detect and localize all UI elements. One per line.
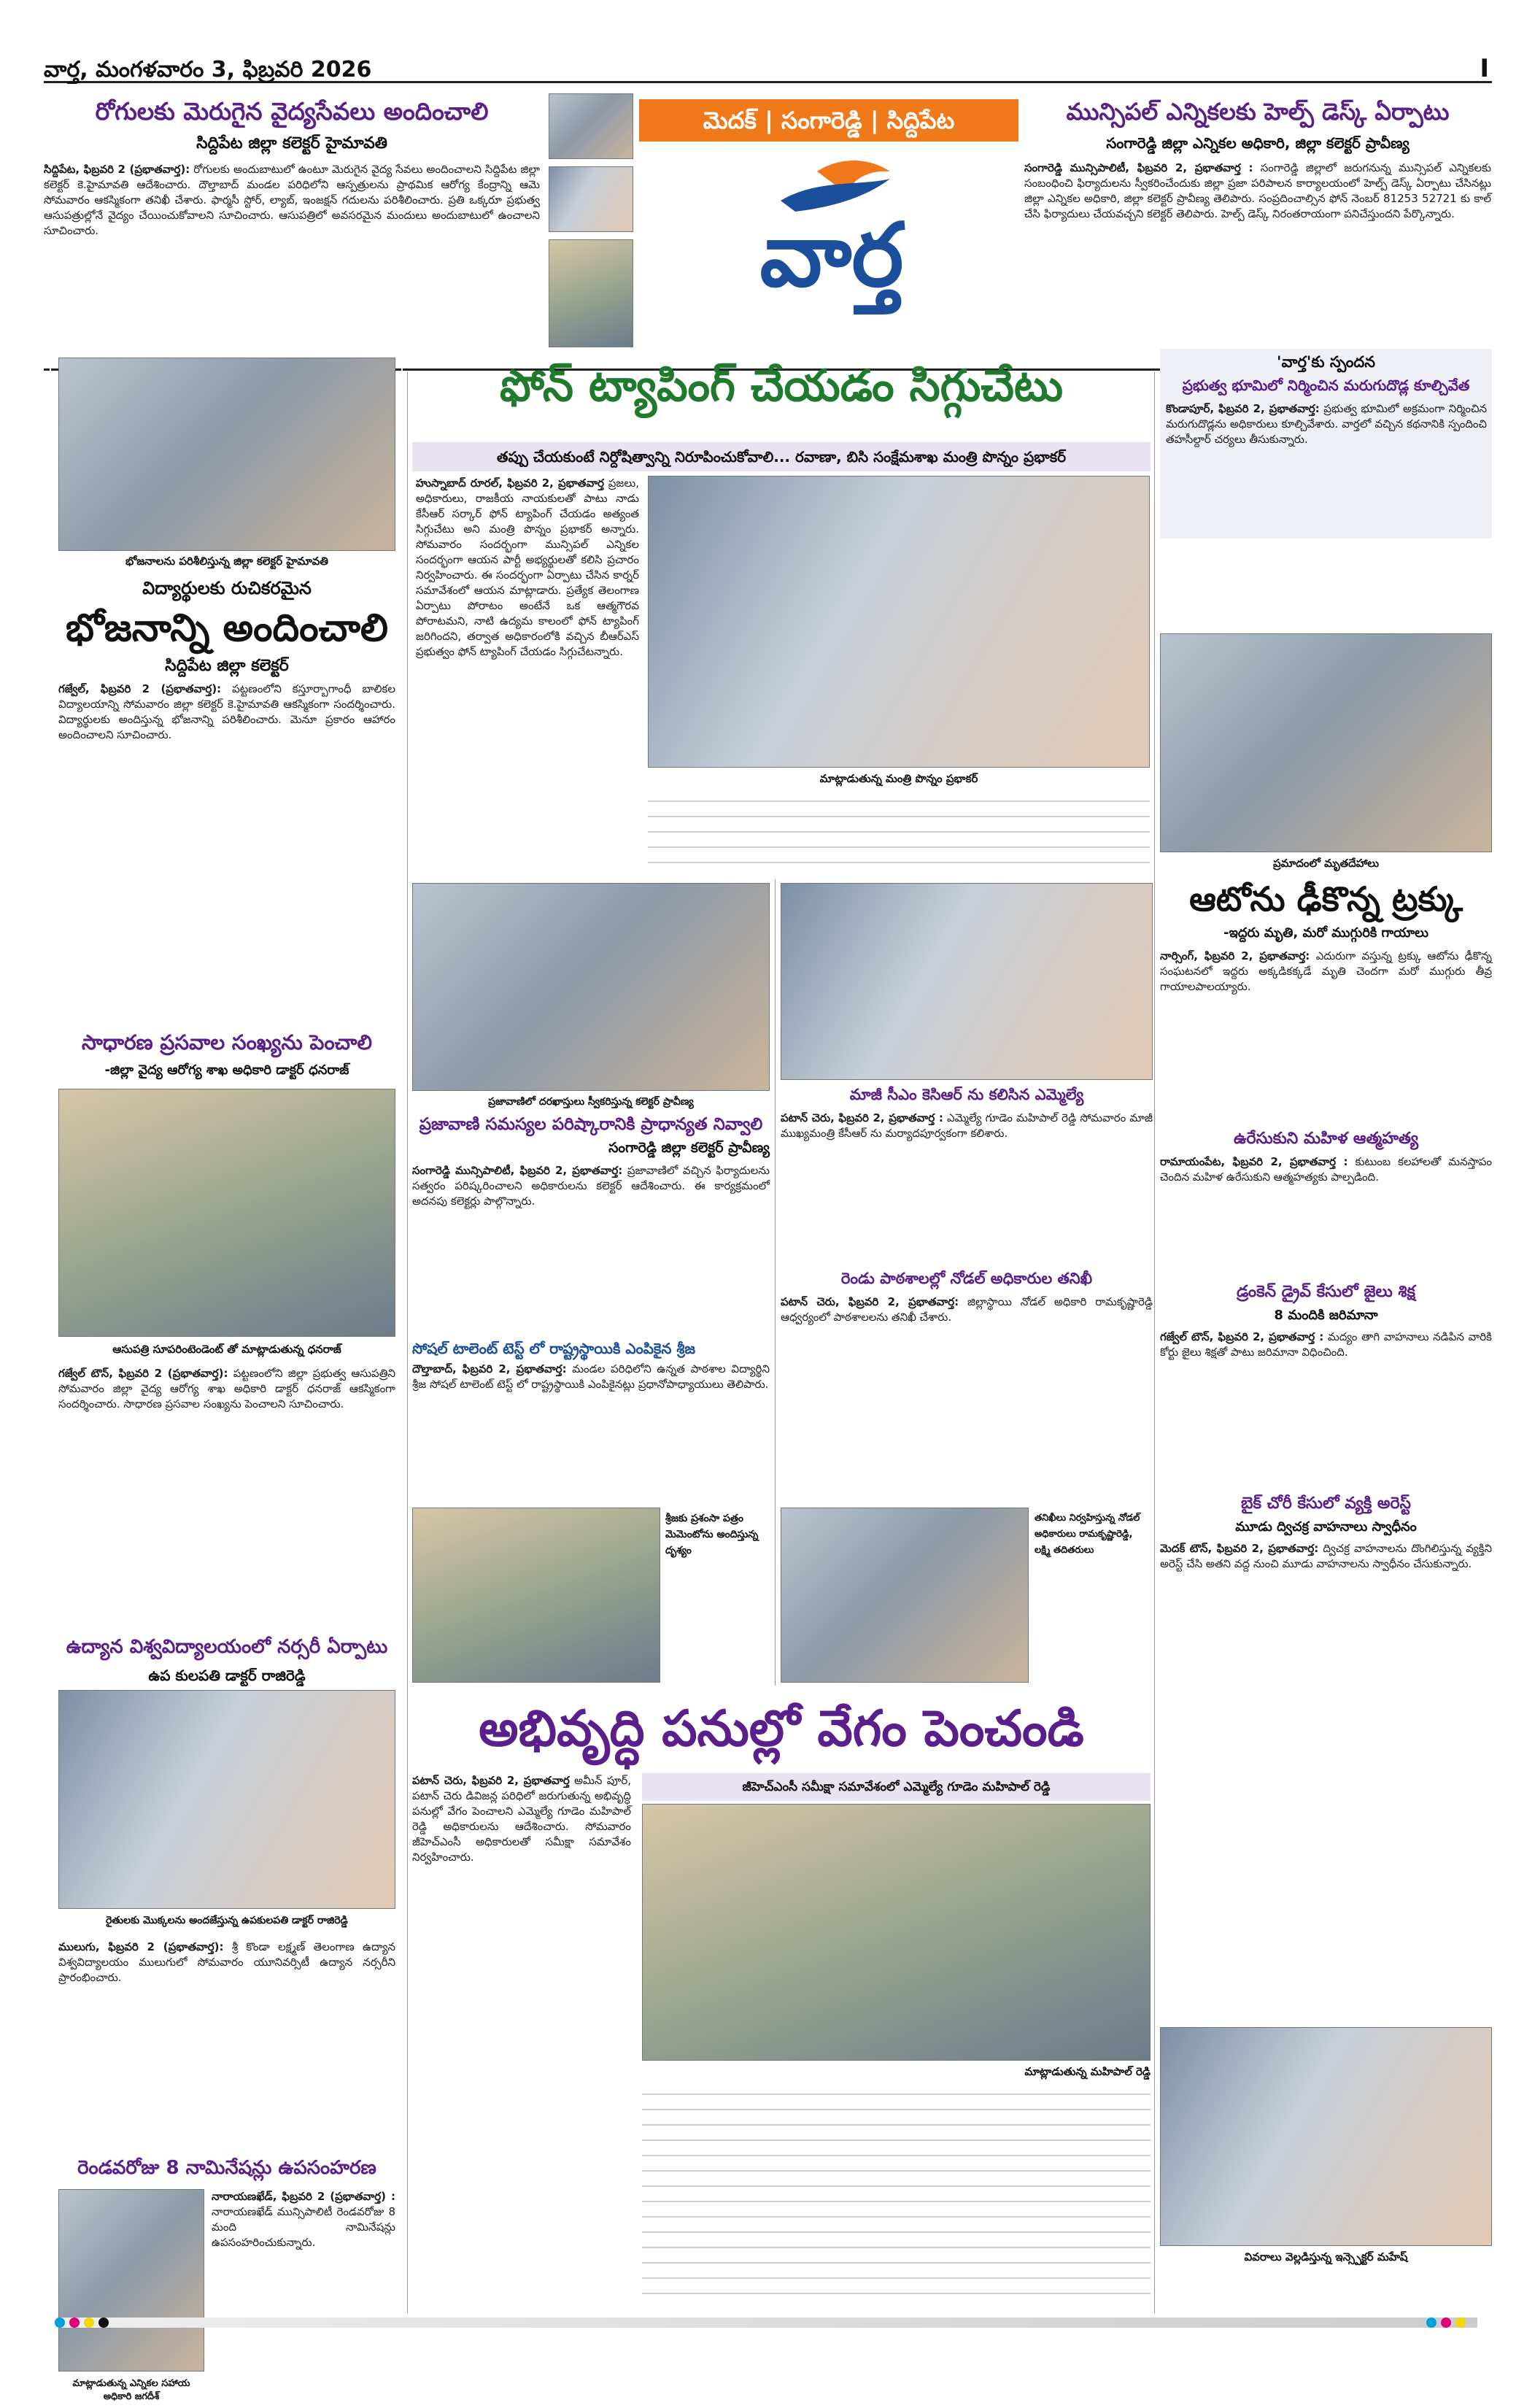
lead-dateline: హుస్నాబాద్ రూరల్, ఫిబ్రవరి 2, ప్రభాతవార్త (416, 476, 605, 490)
landmark-photo (549, 166, 633, 232)
story-body-4 (212, 2189, 395, 2408)
dev-photo (642, 1804, 1151, 2061)
story-top-right (1024, 95, 1491, 365)
story-dateline-4: నారాయణఖేడ్, ఫిబ్రవరి 2 (ప్రభాతవార్త) : (212, 2190, 395, 2203)
prajavani-text: ప్రజావాణిలో వచ్చిన ఫిర్యాదులను సత్వరం పరిష్కరించాలని అధికారులను కలెక్టర్ ఆదేశించారు. ఈ కార్యక్రమంలో అదనపు కలెక్టర్లు పాల్గొన్నారు. (412, 1164, 770, 1208)
lead-continuation (648, 794, 1150, 876)
photo-caption-4: మాట్లాడుతున్న ఎన్నికల సహాయ అధికారి జగదీశ్ (72, 2378, 190, 2402)
subhead: సంగారెడ్డి జిల్లా ఎన్నికల అధికారి, జిల్లా కలెక్టర్ ప్రావీణ్య (1106, 134, 1410, 152)
subhead: సిద్దిపేట జిల్లా కలెక్టర్ హైమావతి (196, 134, 387, 153)
color-dot (55, 2318, 65, 2328)
subhead-2: -జిల్లా వైద్య ఆరోగ్య శాఖ అధికారి డాక్టర్ ధనరాజ్ (104, 1062, 349, 1078)
truck-subhead: -ఇద్దరు మృతి, మరో ముగ్గురికి గాయాలు (1223, 925, 1429, 941)
kicker: 'వార్త'కు స్పందన (1277, 353, 1375, 371)
story-text-4: నారాయణఖేడ్ మున్సిపాలిటీ రెండవరోజు 8 మంది నామినేషన్లు ఉపసంహరించుకున్నారు. (212, 2205, 395, 2249)
photo-caption: భోజనాలను పరిశీలిస్తున్న జిల్లా కలెక్టర్ హైమావతి (125, 555, 329, 568)
photo-caption-3: రైతులకు మొక్కలను అందజేస్తున్న ఉపకులపతి డాక్టర్ రాజిరెడ్డి (106, 1915, 348, 1926)
truck-headline: ఆటోను ఢీకొన్న ట్రక్కు (1189, 879, 1463, 919)
response-box (1160, 349, 1492, 539)
bike-dateline: మెదక్ టౌన్, ఫిబ్రవరి 2, ప్రభాతవార్త: (1160, 1542, 1319, 1555)
masthead-bar (44, 53, 1492, 83)
suicide-text: కుటుంబ కలహాలతో మనస్తాపం చెందిన మహిళ ఉరేసుకుని ఆత్మహత్యకు పాల్పడింది. (1160, 1155, 1492, 1184)
bike-text: ద్విచక్ర వాహనాలను దొంగిలిస్తున్న వ్యక్తిని అరెస్ట్ చేసి అతని వద్ద నుంచి మూడు వాహనాలను స్వాధీనం చేసుకున్నారు. (1160, 1542, 1492, 1570)
lead-headline: ఫోన్ ట్యాపింగ్ చేయడం సిగ్గుచేటు (499, 360, 1064, 412)
nodal-text: జిల్లాస్థాయి నోడల్ అధికారి రామకృష్ణారెడ్డి ఆధ్వర్యంలో పాఠశాలలను తనిఖీ చేశారు. (781, 1295, 1153, 1324)
lead-body (416, 476, 639, 884)
lead-subhead: తప్పు చేయకుంటే నిర్దోషిత్వాన్ని నిరూపించుకోవాలి... రవాణా, బిసి సంక్షేమశాఖ మంత్రి పొన్నం ప్రభాకర్ (412, 442, 1151, 471)
subhead: సిద్దిపేట జిల్లా కలెక్టర్ (165, 657, 289, 675)
talent-headline: సోషల్ టాలెంట్ టెస్ట్ లో రాష్ట్రస్థాయికి ఎంపికైన శ్రీజ (412, 1340, 695, 1357)
bike-headline: బైక్ చోరీ కేసులో వ్యక్తి అరెస్ట్ (1240, 1494, 1411, 1513)
meal-photo (58, 358, 395, 551)
color-dot (69, 2318, 80, 2328)
color-dot (1441, 2318, 1451, 2328)
kcr-dateline: పటాన్ చెరు, ఫిబ్రవరి 2, ప్రభాతవార్త : (781, 1111, 943, 1124)
prajavani-caption: ప్రజావాణిలో దరఖాస్తులు స్వీకరిస్తున్న కలెక్టర్ ప్రావీణ్య (488, 1096, 694, 1108)
accident-caption: ప్రమాదంలో మృతదేహాలు (1272, 857, 1380, 870)
nodal-dateline: పటాన్ చెరు, ఫిబ్రవరి 2, ప్రభాతవార్త: (781, 1295, 959, 1308)
dev-text: అమీన్ పూర్, పటాన్ చెరు డివిజన్ల పరిధిలో జరుగుతున్న అభివృద్ధి పనుల్లో వేగం పెంచాలని ఎమ్మెల్యే గూడెం మహిపాల్ రెడ్డి అధికారులను ఆదేశించారు. సోమవారం జీహెచ్ఎంసీ అధికారులతో సమీక్షా సమావేశం నిర్వహించారు. (412, 1774, 631, 1864)
color-dot (98, 2318, 109, 2328)
story-text: ప్రభుత్వ భూమిలో అక్రమంగా నిర్మించిన మరుగుదొడ్లను అధికారులు కూల్చివేశారు. వార్తలో వచ్చిన కథనానికి స్పందించి తహసీల్దార్ చర్యలు తీసుకున్నారు. (1166, 402, 1487, 446)
story-body (58, 682, 395, 1024)
page-marker: I (1480, 54, 1489, 83)
suicide-body (1160, 1154, 1492, 1271)
accident-photo (1160, 633, 1492, 852)
talent-photo (412, 1508, 660, 1683)
bike-subhead: మూడు ద్విచక్ర వాహనాలు స్వాధీనం (1235, 1519, 1417, 1535)
story-body-3 (58, 1940, 395, 2151)
clocktower-photo (549, 239, 633, 347)
dev-photo-header: జీహెచ్ఎంసీ సమీక్షా సమావేశంలో ఎమ్మెల్యే గూడెం మహిపాల్ రెడ్డి (642, 1773, 1151, 1801)
officer-photo (58, 2189, 204, 2372)
kcr-headline: మాజీ సీఎం కెసిఆర్ ను కలిసిన ఎమ్మెల్యే (849, 1086, 1084, 1103)
story-dateline: కొండాపూర్, ఫిబ్రవరి 2, ప్రభాతవార్త: (1166, 402, 1320, 415)
photo-caption-2: ఆసుపత్రి సూపరింటెండెంట్ తో మాట్లాడుతున్న ధనరాజ్ (112, 1343, 341, 1356)
prajavani-photo (412, 883, 770, 1091)
story-text: రోగులకు అందుబాటులో ఉంటూ మెరుగైన వైద్య సేవలు అందించాలని సిద్దిపేట జిల్లా కలెక్టర్ కె.హైమావతి ఆదేశించారు. దౌల్తాబాద్ మండల పరిధిలోని ఆస్పత్రులను ప్రాథమిక ఆరోగ్య కేంద్రాన్ని ఆమె సోమవారం ఆకస్మికంగా తనిఖీ చేశారు. ఫార్మసీ స్టోర్, ల్యాబ్, ఇంజక్షన్ గదులను పరిశీలించారు. ప్రతి ఒక్కరూ ప్రభుత్వ ఆసుపత్రుల్లోనే వైద్యం చేయించుకోవాలని సూచించారు. ఆసుపత్రిలో అవసరమైన మందులు అందుబాటులో ఉంచాలని సూచించారు. (44, 163, 540, 237)
nursery-photo (58, 1690, 395, 1909)
drunk-headline: డ్రంకెన్ డ్రైవ్ కేసులో జైలు శిక్ష (1236, 1283, 1415, 1301)
masthead-photos (549, 93, 633, 347)
dev-dateline: పటాన్ చెరు, ఫిబ్రవరి 2, ప్రభాతవార్త (412, 1774, 570, 1787)
story-body (44, 162, 540, 352)
dev-headline: అభివృద్ధి పనుల్లో వేగం పెంచండి (479, 1700, 1084, 1758)
story-body-2 (58, 1366, 395, 1629)
headline: ప్రభుత్వ భూమిలో నిర్మించిన మరుగుదొడ్ల కూల్చివేత (1182, 377, 1470, 394)
dev-photo-caption: మాట్లాడుతున్న మహిపాల్ రెడ్డి (1024, 2065, 1151, 2078)
section-band: మెదక్ | సంగారెడ్డి | సిద్దిపేట (639, 99, 1018, 142)
color-dot (1426, 2318, 1437, 2328)
prajavani-dateline: సంగారెడ్డి మున్సిపాలిటీ, ఫిబ్రవరి 2, ప్రభాతవార్త: (412, 1164, 623, 1177)
logo (671, 150, 992, 332)
story-dateline: గజ్వేల్, ఫిబ్రవరి 2 (ప్రభాతవార్త): (58, 682, 222, 695)
police-caption: వివరాలు వెల్లడిస్తున్న ఇన్స్పెక్టర్ మహేష్ (1244, 2250, 1408, 2264)
story-text: సంగారెడ్డి జిల్లాలో జరుగనున్న మున్సిపల్ ఎన్నికలకు సంబంధించి ఫిర్యాదులను స్వీకరించేందుకు జిల్లా ప్రజా పరిపాలన కార్యాలయంలో హెల్ప్ డెస్క్ ఏర్పాటు చేసినట్లు జిల్లా ఎన్నికల అధికారి, జిల్లా కలెక్టర్ ప్రావీణ్య తెలిపారు. సంప్రదించాల్సిన ఫోన్ నెంబర్ 81253 52721 కు కాల్ చేసి ఫిర్యాదులు చేయవచ్చని కలెక్టర్ తెలిపారు. హెల్ప్ డెస్క్ నిరంతరాయంగా పనిచేస్తుందని పేర్కొన్నారు. (1024, 161, 1491, 220)
logo-text: వార్త (759, 204, 904, 306)
registration-bar (55, 2318, 1477, 2328)
bike-body (1160, 1541, 1492, 1775)
story-text: పట్టణంలోని కస్తూర్బాగాంధీ బాలికల విద్యాలయాన్ని సోమవారం జిల్లా కలెక్టర్ కె.హైమావతి ఆకస్మికంగా సందర్శించారు. విద్యార్థులకు అందిస్తున్న భోజనాన్ని పరిశీలించారు. మెనూ ప్రకారం ఆహారం అందించాలని సూచించారు. (58, 682, 395, 741)
headline: రోగులకు మెరుగైన వైద్యసేవలు అందించాలి (95, 97, 489, 126)
lead-photo (648, 476, 1150, 768)
drunk-text: మద్యం తాగి వాహనాలు నడిపిన వారికి కోర్టు జైలు శిక్షతో పాటు జరిమానా విధించింది. (1160, 1330, 1492, 1359)
column-rule (1154, 372, 1155, 2313)
nodal-caption: తనిఖీలు నిర్వహిస్తున్న నోడల్ అధికారులు రామకృష్ణారెడ్డి, లక్ష్మి తదితరులు (1035, 1513, 1140, 1556)
story-body (1166, 401, 1487, 533)
headline-4: రెండవరోజు 8 నామినేషన్లు ఉపసంహరణ (77, 2157, 376, 2179)
story-text-2: పట్టణంలోని జిల్లా ప్రభుత్వ ఆసుపత్రిని సోమవారం జిల్లా వైద్య ఆరోగ్య శాఖ అధికారి డాక్టర్ ధనరాజ్ ఆకస్మికంగా సందర్శించారు. సాధారణ ప్రసవాల సంఖ్యను పెంచాలని సూచించారు. (58, 1367, 395, 1411)
kcr-text: ఎమ్మెల్యే గూడెం మహిపాల్ రెడ్డి సోమవారం మాజీ ముఖ్యమంత్రి కేసీఆర్ ను మర్యాదపూర్వకంగా కలిశారు. (781, 1111, 1153, 1140)
talent-text: మండల పరిధిలోని ఉన్నత పాఠశాల విద్యార్థిని శ్రీజ సోషల్ టాలెంట్ టెస్ట్ లో రాష్ట్రస్థాయికి ఎంపికైనట్లు ప్రధానోపాధ్యాయులు తెలిపారు. (412, 1362, 770, 1391)
story-dateline: సంగారెడ్డి మున్సిపాలిటీ, ఫిబ్రవరి 2, ప్రభాతవార్త : (1024, 161, 1253, 174)
truck-text: ఎదురుగా వస్తున్న ట్రక్కు ఆటోను ఢీకొన్న సంఘటనలో ఇద్దరు అక్కడికక్కడే మృతి చెందగా మరో ముగ్గురు తీవ్ర గాయాలపాలయ్యారు. (1160, 949, 1492, 993)
suicide-headline: ఉరేసుకుని మహిళ ఆత్మహత్య (1233, 1130, 1419, 1148)
drunk-dateline: గజ్వేల్ టౌన్, ఫిబ్రవరి 2, ప్రభాతవార్త : (1160, 1330, 1324, 1343)
prajavani-subhead: సంగారెడ్డి జిల్లా కలెక్టర్ ప్రావీణ్య (608, 1140, 770, 1156)
story-body (1024, 161, 1491, 350)
nodal-headline: రెండు పాఠశాలల్లో నోడల్ అధికారుల తనిఖీ (840, 1270, 1093, 1287)
nodal-photo (781, 1508, 1029, 1683)
lead-photo-caption: మాట్లాడుతున్న మంత్రి పొన్నం ప్రభాకర్ (819, 772, 978, 785)
subhead-3: ఉప కులపతి డాక్టర్ రాజిరెడ్డి (148, 1667, 306, 1684)
temple-photo (549, 93, 633, 159)
drunk-body (1160, 1330, 1492, 1475)
prajavani-headline: ప్రజావాణి సమస్యల పరిష్కారానికి ప్రాధాన్యత నివ్వాలి (419, 1115, 763, 1134)
hospital-photo (58, 1089, 395, 1337)
talent-dateline: దౌల్తాబాద్, ఫిబ్రవరి 2, ప్రభాతవార్త: (412, 1362, 567, 1375)
headline: భోజనాన్ని అందించాలి (65, 606, 389, 650)
story-text-3: శ్రీ కొండా లక్ష్మణ్ తెలంగాణ ఉద్యాన విశ్వవిద్యాలయం ములుగులో సోమవారం యూనివర్సిటీ ఉద్యాన నర్సరీని ప్రారంభించారు. (58, 1940, 395, 1984)
story-dateline-2: గజ్వేల్ టౌన్, ఫిబ్రవరి 2 (ప్రభాతవార్త): (58, 1367, 228, 1380)
lead-text: ప్రజలు, అధికారులు, రాజకీయ నాయకులతో పాటు నాడు కేసీఆర్ సర్కార్ ఫోన్ ట్యాపింగ్ చేయడం అత్యంత సిగ్గుచేటు అని మంత్రి పొన్నం ప్రభాకర్ అన్నారు. సోమవారం సందర్భంగా మున్సిపల్ ఎన్నికల సందర్భంగా ఆయన పార్టీ అభ్యర్థులతో కలిసి ప్రచారం నిర్వహించారు. ఈ సందర్భంగా ఏర్పాటు చేసిన కార్నర్ సమావేశంలో ఆయన మాట్లాడారు. ప్రత్యేక తెలంగాణ ఏర్పాటు పోరాటం అంటేనే ఒక ఆత్మగౌరవ పోరాటమని, నాటి ఉద్యమ కాలంలో ఫోన్ ట్యాపింగ్ జరిగిందని, తర్వాత అధికారంలోకి వచ్చిన బీఆర్ఎస్ ప్రభుత్వం ఫోన్ ట్యాపింగ్ చేయడం సిగ్గుచేటన్నారు. (416, 476, 639, 658)
kcr-body (781, 1111, 1153, 1264)
talent-body (412, 1362, 770, 1500)
headline-2: సాధారణ ప్రసవాల సంఖ్యను పెంచాలి (81, 1030, 373, 1054)
right-column (1160, 349, 1492, 2319)
story-top-left (44, 95, 540, 365)
truck-body (1160, 949, 1492, 1124)
color-dot (84, 2318, 94, 2328)
dateline: వార్త, మంగళవారం 3, ఫిబ్రవరి 2026 (44, 57, 372, 82)
column-rule (775, 879, 776, 1686)
suicide-dateline: రామాయంపేట, ఫిబ్రవరి 2, ప్రభాతవార్త : (1160, 1155, 1348, 1168)
story-dateline-3: ములుగు, ఫిబ్రవరి 2 (ప్రభాతవార్త): (58, 1940, 224, 1953)
prajavani-body (412, 1163, 770, 1331)
kcr-photo (781, 883, 1153, 1080)
drunk-subhead: 8 మందికి జరిమానా (1274, 1308, 1378, 1323)
dev-body (412, 1773, 631, 2299)
kicker: విద్యార్థులకు రుచికరమైన (142, 578, 312, 598)
nodal-body (781, 1294, 1153, 1499)
headline: మున్సిపల్ ఎన్నికలకు హెల్ప్ డెస్క్ ఏర్పాటు (1066, 98, 1450, 126)
story-dateline: సిద్దిపేట, ఫిబ్రవరి 2 (ప్రభాతవార్త): (44, 163, 190, 176)
truck-dateline: నార్సింగ్, ఫిబ్రవరి 2, ప్రభాతవార్త: (1160, 949, 1310, 962)
headline-3: ఉద్యాన విశ్వవిద్యాలయంలో నర్సరీ ఏర్పాటు (66, 1636, 388, 1658)
police-photo (1160, 2027, 1492, 2246)
column-rule (407, 372, 408, 2313)
color-dot (1455, 2318, 1466, 2328)
talent-caption: శ్రీజకు ప్రశంసా పత్రం మెమెంటోను అందిస్తున్న దృశ్యం (665, 1513, 759, 1556)
dev-continuation (642, 2087, 1151, 2299)
left-column (50, 349, 403, 2402)
